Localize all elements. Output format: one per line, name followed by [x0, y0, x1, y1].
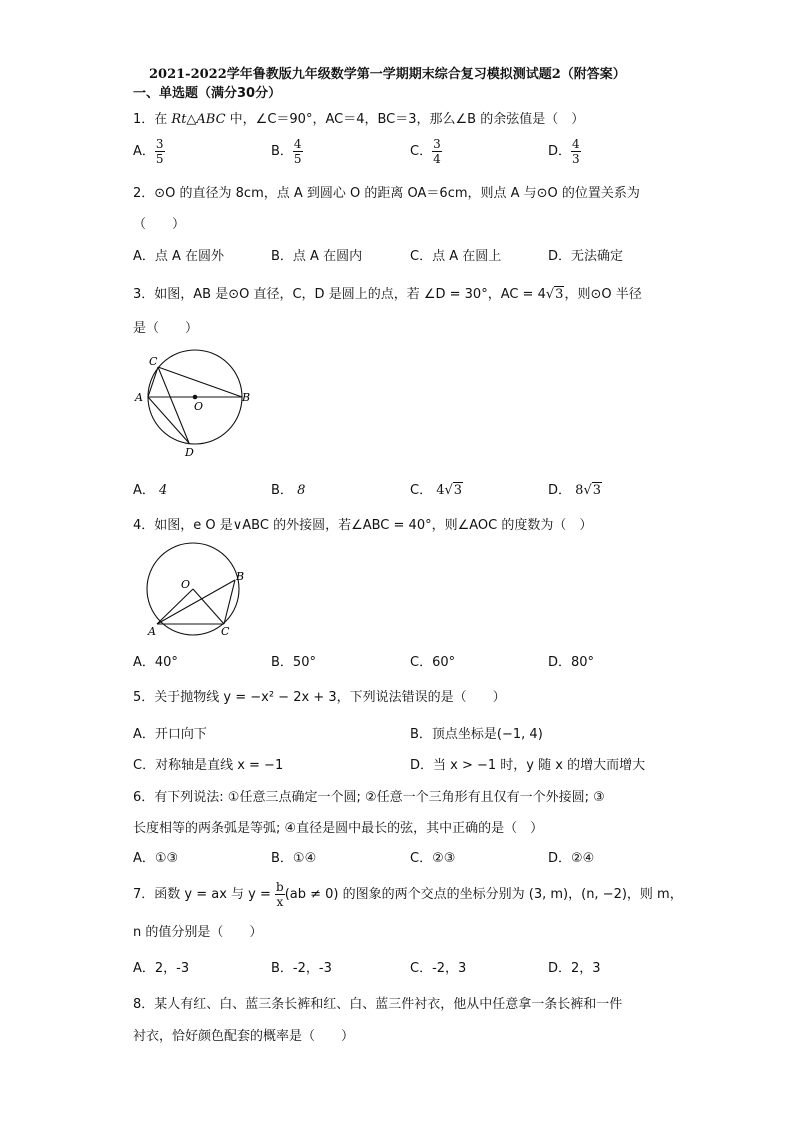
q1-triangle: Rt△ABC: [171, 112, 226, 127]
sqrt: √3: [545, 287, 564, 302]
question-7-line2: n 的值分别是（ ）: [133, 925, 263, 940]
q3-option-c: C． 4√3: [410, 483, 463, 498]
q2-option-d: D．无法确定: [548, 249, 624, 264]
label-a: A: [135, 391, 143, 404]
q3-option-a: A． 4: [133, 483, 168, 498]
q1-option-d: D． $\frac{4}{3}$: [548, 137, 580, 166]
question-8-line2: 衬衣，恰好颜色配套的概率是（ ）: [133, 1029, 355, 1044]
q1-option-c: C． $\frac{3}{4}$: [410, 137, 441, 166]
question-3-line1: 3．如图，AB 是⊙O 直径，C，D 是圆上的点，若 ∠D = 30°，AC = 4√3，则⊙O 半径: [133, 287, 642, 302]
q7-option-c: C．-2，3: [410, 961, 467, 976]
q4-option-b: B．50°: [271, 655, 316, 670]
fraction: $\frac{4}{3}$: [572, 137, 580, 166]
q7-option-a: A．2，-3: [133, 961, 190, 976]
chord-cb: [158, 367, 242, 397]
side-ab: [157, 580, 235, 624]
page-title: 2021-2022学年鲁教版九年级数学第一学期期末综合复习模拟测试题2（附答案）: [149, 67, 626, 82]
question-2-line2: （ ）: [133, 217, 186, 232]
q3-circle-figure: [132, 345, 257, 460]
label-d: D: [185, 446, 194, 459]
center-point: [193, 395, 198, 400]
q1-option-a: A． $\frac{3}{5}$: [133, 137, 164, 166]
q1-post: 中，∠C＝90°，AC＝4，BC＝3，那么∠B 的余弦值是（ ）: [225, 112, 585, 127]
question-2-line1: 2．⊙O 的直径为 8cm，点 A 到圆心 O 的距离 OA＝6cm，则点 A 与⊙O 的位置关系为: [133, 186, 640, 201]
question-4-line1: 4．如图，e O 是∨ABC 的外接圆，若∠ABC = 40°，则∠AOC 的度数为（ ）: [133, 518, 593, 533]
label-o: O: [194, 400, 204, 413]
question-7-line1: 7．函数 y = ax 与 y = $\frac{b}{x}$ (ab ≠ 0) 的图象的两个交点的坐标分别为 (3, m)，(n, −2)，则 m，: [133, 880, 683, 909]
q2-option-b: B．点 A 在圆内: [271, 249, 363, 264]
q6-option-c: C．②③: [410, 851, 456, 866]
fraction: $\frac{3}{5}$: [155, 137, 164, 166]
label-o: O: [181, 578, 191, 591]
label-a: A: [148, 625, 156, 638]
q4-option-d: D．80°: [548, 655, 595, 670]
label-b: B: [236, 570, 245, 583]
q6-option-a: A．①③: [133, 851, 179, 866]
chord-ac: [148, 367, 158, 397]
fraction: $\frac{b}{x}$: [276, 880, 284, 909]
label-b: B: [242, 391, 251, 404]
q5-option-d: D．当 x > −1 时，y 随 x 的增大而增大: [410, 758, 646, 773]
question-5-line1: 5．关于抛物线 y = −x² − 2x + 3，下列说法错误的是（ ）: [133, 690, 506, 705]
question-8-line1: 8．某人有红、白、蓝三条长裤和红、白、蓝三件衬衣，他从中任意拿一条长裤和一件: [133, 997, 623, 1012]
question-3-line2: 是（ ）: [133, 321, 199, 336]
question-1: [133, 108, 584, 127]
q4-option-a: A．40°: [133, 655, 178, 670]
q7-option-b: B．-2，-3: [271, 961, 332, 976]
section-heading: 一、单选题（满分30分）: [133, 86, 282, 101]
question-6-line2: 长度相等的两条弧是等弧; ④直径是圆中最长的弦，其中正确的是（ ）: [133, 821, 544, 836]
q6-option-b: B．①④: [271, 851, 317, 866]
q4-option-c: C．60°: [410, 655, 456, 670]
q5-option-a: A．开口向下: [133, 727, 207, 742]
q6-option-d: D．②④: [548, 851, 595, 866]
q5-option-c: C．对称轴是直线 x = −1: [133, 758, 284, 773]
q1-option-b: B． $\frac{4}{5}$: [271, 137, 302, 166]
fraction: $\frac{3}{4}$: [433, 137, 441, 166]
fraction: $\frac{4}{5}$: [293, 137, 302, 166]
q5-option-b: B．顶点坐标是(−1, 4): [410, 727, 543, 742]
label-c: C: [149, 355, 158, 368]
q2-option-c: C．点 A 在圆上: [410, 249, 502, 264]
q1-pre: 1．在: [133, 112, 172, 127]
q3-option-d: D． 8√3: [548, 483, 602, 498]
question-6-line1: 6．有下列说法: ①任意三点确定一个圆; ②任意一个三角形有且仅有一个外接圆; ③: [133, 790, 605, 805]
q4-circle-figure: [140, 540, 250, 640]
radius-oc: [193, 589, 224, 624]
label-c: C: [221, 625, 230, 638]
q3-option-b: B． 8: [271, 483, 306, 498]
q7-option-d: D．2，3: [548, 961, 601, 976]
q2-option-a: A．点 A 在圆外: [133, 249, 225, 264]
